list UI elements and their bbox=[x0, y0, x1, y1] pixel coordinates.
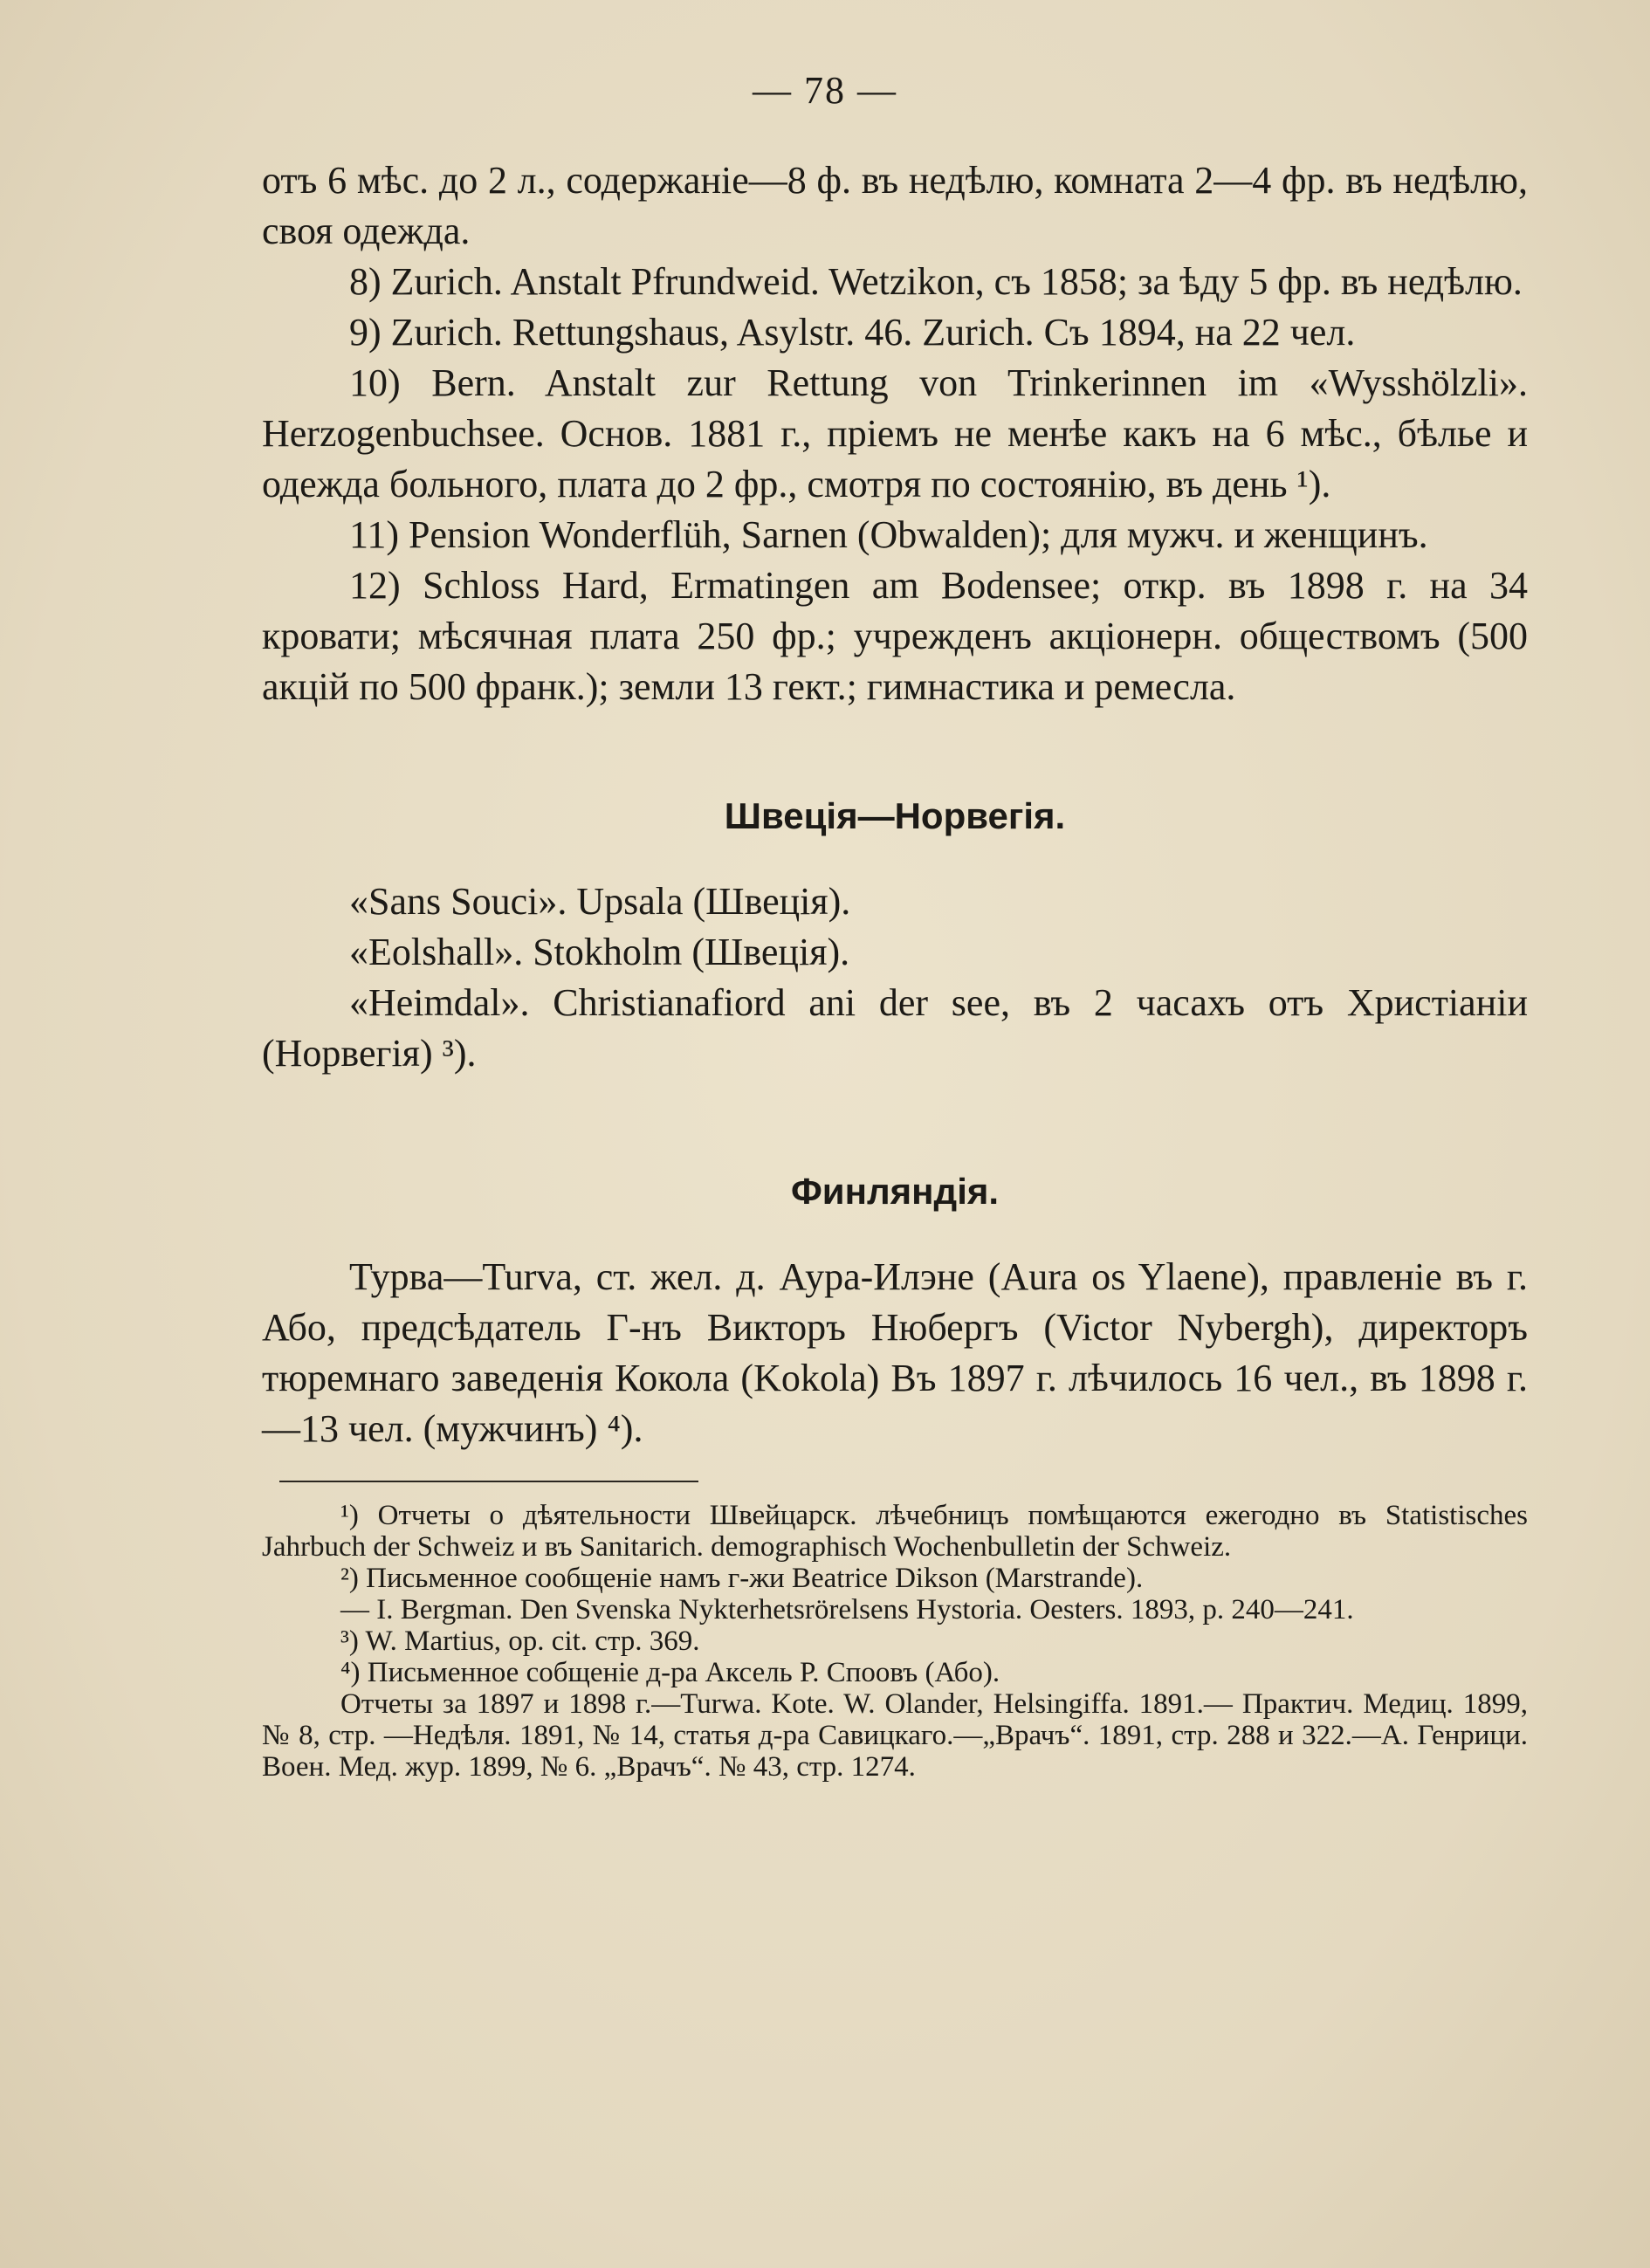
footnote: ³) W. Martius, op. cit. стр. 369. bbox=[340, 1625, 700, 1657]
paragraph: Турва—Turva, ст. жел. д. Аура-Илэне (Aura os Ylaene), правленіе въ г. Або, предсѣдатель Г-нъ Викторъ Нюбергъ (Victor Nybergh), директоръ тюремнаго заведенія Кокола (Kokola) Въ 1897 г. лѣчилось 16 чел., въ 1898 г.—13 чел. (мужчинъ) ⁴). bbox=[262, 1255, 1528, 1450]
section-heading-finland: Финляндія. bbox=[790, 1171, 1000, 1212]
paragraph: 9) Zurich. Rettungshaus, Asylstr. 46. Zurich. Съ 1894, на 22 чел. bbox=[349, 311, 1356, 354]
paragraph: 12) Schloss Hard, Ermatingen am Bodensee; откр. въ 1898 г. на 34 кровати; мѣсячная плата 250 фр.; учрежденъ акціонерн. обществомъ (500 акцій по 500 франк.); земли 13 гект.; гимнастика и ремесла. bbox=[262, 564, 1528, 708]
list-item: «Eolshall». Stokholm (Швеція). bbox=[349, 931, 850, 973]
footnote: ¹) Отчеты о дѣятельности Швейцарск. лѣчебницъ помѣщаются ежегодно въ Statistisches Jahrbuch der Schweiz и въ Sanitarich. demographisch Wochenbulletin der Schweiz. bbox=[262, 1500, 1528, 1563]
paragraph: 11) Pension Wonderflüh, Sarnen (Obwalden); для мужч. и женщинъ. bbox=[349, 513, 1428, 556]
footnote: Отчеты за 1897 и 1898 г.—Turwa. Kote. W. Olander, Helsingiffa. 1891.— Практич. Медиц. 1899, № 8, стр. —Недѣля. 1891, № 14, статья д-ра Савицкаго.—„Врачъ“. 1891, стр. 288 и 322.—А. Генрици. Воен. Мед. жур. 1899, № 6. „Врачъ“. № 43, стр. 1274. bbox=[262, 1688, 1528, 1783]
list-item: «Sans Souci». Upsala (Швеція). bbox=[349, 880, 851, 923]
paragraph: 10) Bern. Anstalt zur Rettung von Trinkerinnen im «Wysshölzli». Herzogenbuchsee. Основ. 1881 г., пріемъ не менѣе какъ на 6 мѣс., бѣлье и одежда больного, плата до 2 фр., смотря по состоянію, въ день ¹). bbox=[262, 361, 1528, 505]
footnote: ⁴) Письменное собщеніе д-ра Аксель Р. Споовъ (Або). bbox=[340, 1657, 1000, 1688]
page-body bbox=[262, 155, 1528, 1783]
footnote-divider bbox=[279, 1481, 698, 1482]
page-number: — 78 — bbox=[753, 69, 897, 112]
footnote: ²) Письменное сообщеніе намъ г-жи Beatrice Dikson (Marstrande). bbox=[340, 1563, 1144, 1594]
paragraph: отъ 6 мѣс. до 2 л., содержаніе—8 ф. въ недѣлю, комната 2—4 фр. въ недѣлю, своя одежда. bbox=[262, 159, 1528, 252]
section-heading-sweden-norway: Швеція—Норвегія. bbox=[724, 795, 1066, 836]
paragraph: 8) Zurich. Anstalt Pfrundweid. Wetzikon, съ 1858; за ѣду 5 фр. въ недѣлю. bbox=[349, 260, 1523, 303]
footnote: — I. Bergman. Den Svenska Nykterhetsrörelsens Hystoria. Oesters. 1893, p. 240—241. bbox=[340, 1594, 1354, 1625]
list-item: «Heimdal». Christianafiord ani der see, въ 2 часахъ отъ Христіаніи (Норвегія) ³). bbox=[262, 981, 1528, 1075]
